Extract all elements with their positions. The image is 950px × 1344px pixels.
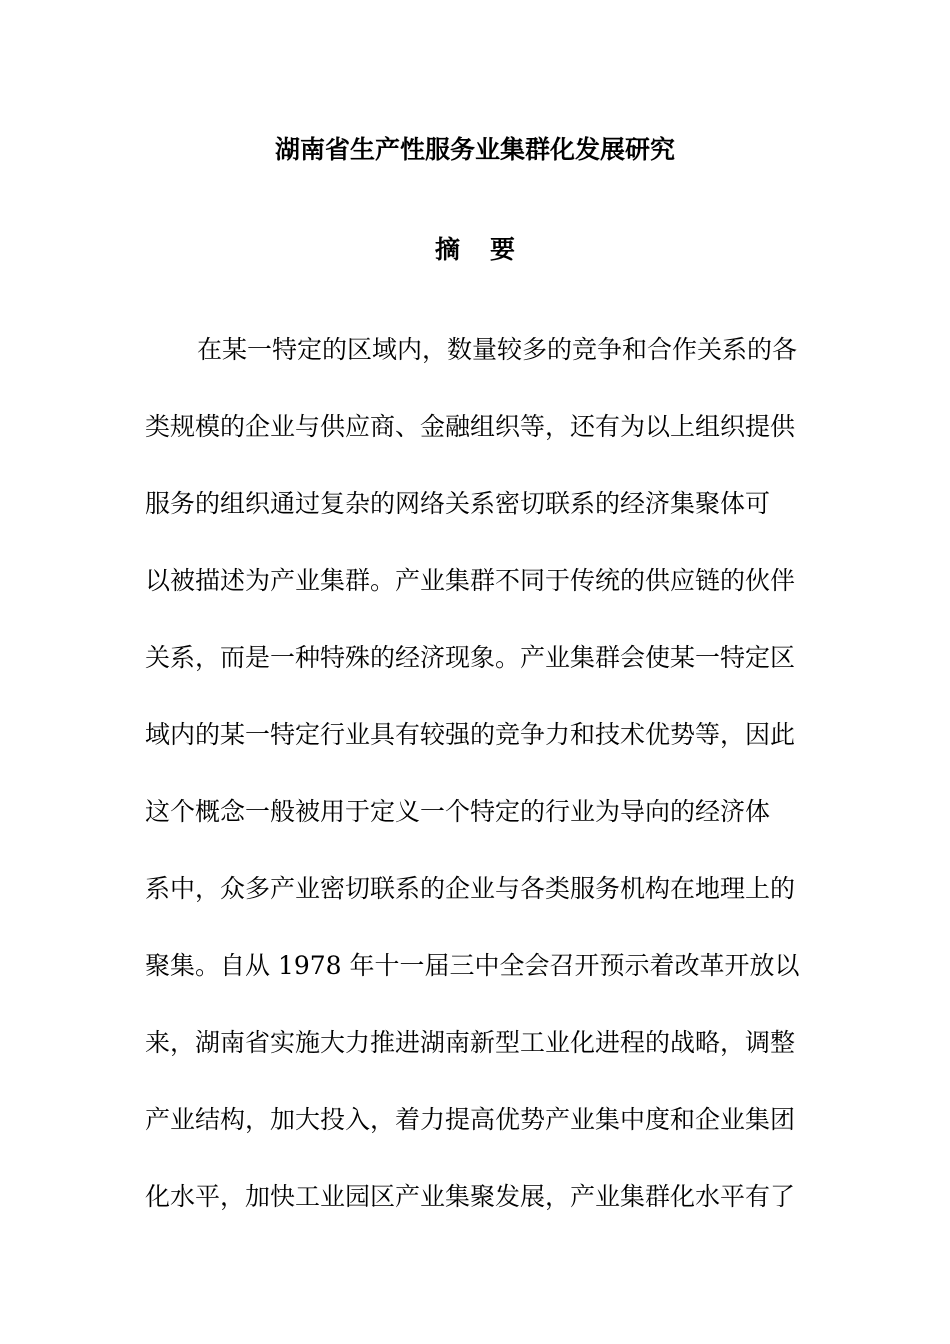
paragraph-line: 服务的组织通过复杂的网络关系密切联系的经济集聚体可 [145,489,771,518]
paragraph-line: 以被描述为产业集群。产业集群不同于传统的供应链的伙伴 [145,566,796,595]
document-title: 湖南省生产性服务业集群化发展研究 [274,135,675,164]
paragraph-line: 产业结构，加大投入，着力提高优势产业集中度和企业集团 [145,1105,796,1134]
paragraph-line: 域内的某一特定行业具有较强的竞争力和技术优势等，因此 [145,720,796,749]
section-heading-abstract: 摘要 [434,235,545,264]
paragraph-line: 这个概念一般被用于定义一个特定的行业为导向的经济体 [145,797,771,826]
paragraph-line: 化水平，加快工业园区产业集聚发展，产业集群化水平有了 [145,1182,796,1211]
paragraph-line: 系中，众多产业密切联系的企业与各类服务机构在地理上的 [145,874,796,903]
paragraph-line: 来，湖南省实施大力推进湖南新型工业化进程的战略，调整 [145,1028,796,1057]
paragraph-line: 类规模的企业与供应商、金融组织等，还有为以上组织提供 [145,412,796,441]
paragraph-line: 关系，而是一种特殊的经济现象。产业集群会使某一特定区 [145,643,796,672]
paragraph-line: 在某一特定的区域内，数量较多的竞争和合作关系的各 [197,335,798,364]
paragraph-line: 聚集。自从 1978 年十一届三中全会召开预示着改革开放以 [145,951,800,980]
abstract-paragraph [145,330,815,1254]
